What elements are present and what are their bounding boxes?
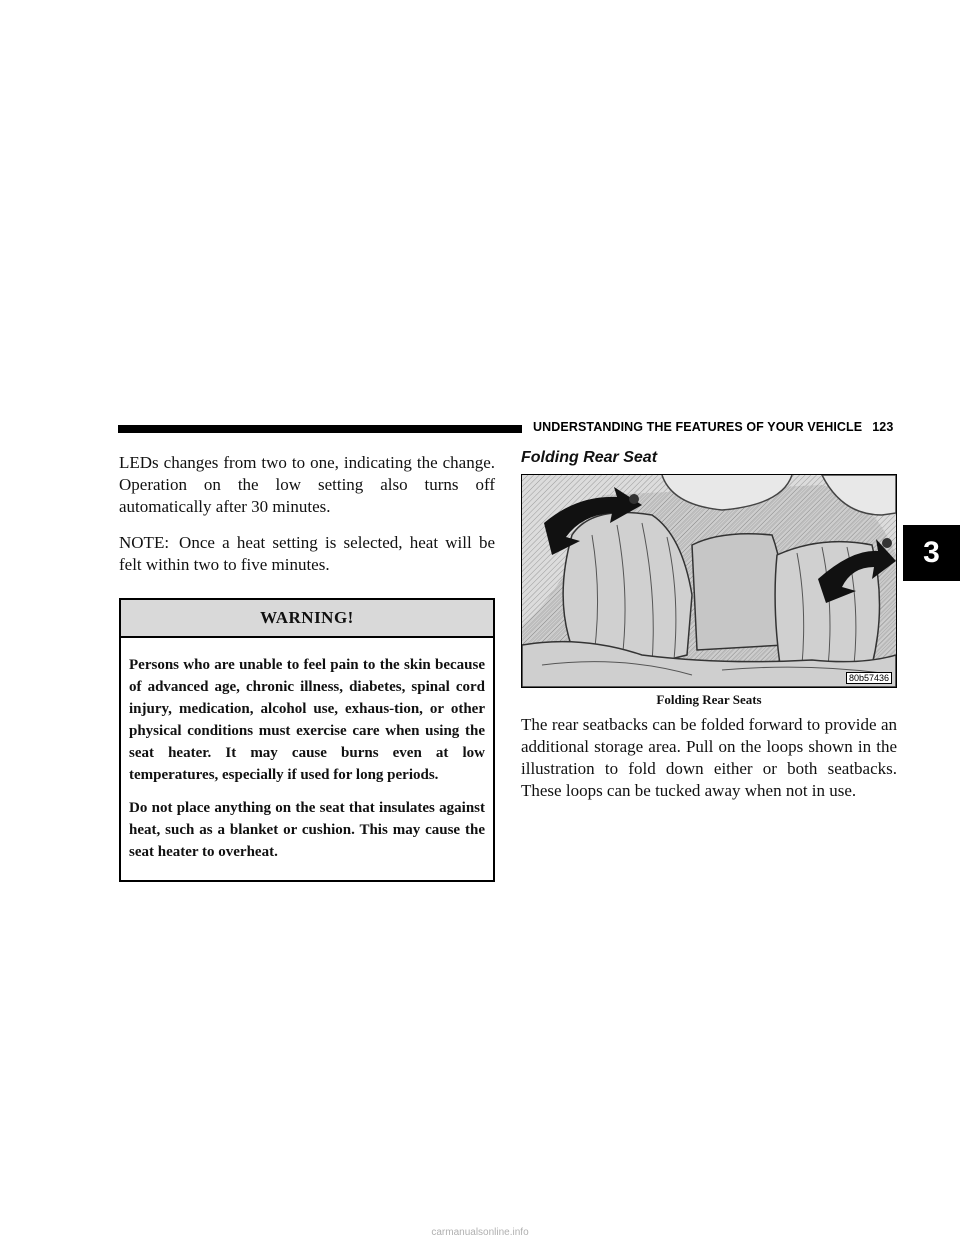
page-number: 123 <box>872 420 894 434</box>
figure-id: 80b57436 <box>846 672 892 684</box>
body-paragraph: LEDs changes from two to one, indicating the change. Operation on the low setting also turns off automatically after 30 minutes. <box>119 453 495 516</box>
chapter-tab: 3 <box>903 525 960 581</box>
running-header <box>533 420 893 434</box>
warning-box <box>119 598 495 882</box>
warning-paragraph: Persons who are unable to feel pain to the skin because of advanced age, chronic illness, diabetes, spinal cord injury, medication, alcohol use, exhaus-tion, or other physical conditions must exercise care when using the seat heater. It may cause burns even at low temperatures, especially if used for long periods. <box>129 657 485 783</box>
figure-caption: Folding Rear Seats <box>656 692 762 707</box>
header-title: UNDERSTANDING THE FEATURES OF YOUR VEHICLE <box>533 420 863 434</box>
seat-loop-icon <box>629 494 639 504</box>
body-paragraph: The rear seatbacks can be folded forward to provide an additional storage area. Pull on the loops shown in the illustration to fold down either or both seatbacks. These loops can be tucked away when not in use. <box>521 715 897 800</box>
warning-body <box>121 638 493 880</box>
left-column <box>119 452 495 882</box>
seat-loop-icon <box>882 538 892 548</box>
right-column <box>521 449 897 802</box>
rear-seat-illustration <box>521 474 897 688</box>
rear-seat-drawing <box>522 475 896 687</box>
note-label: NOTE: <box>119 533 170 552</box>
warning-title: WARNING! <box>121 600 493 638</box>
note-paragraph <box>119 532 495 576</box>
section-title: Folding Rear Seat <box>521 449 658 466</box>
warning-paragraph: Do not place anything on the seat that insulates against heat, such as a blanket or cushion. This may cause the seat heater to overheat. <box>129 800 485 860</box>
watermark: carmanualsonline.info <box>431 1227 529 1238</box>
note-text: Once a heat setting is selected, heat will be felt within two to five minutes. <box>119 533 495 574</box>
header-rule <box>118 425 522 433</box>
